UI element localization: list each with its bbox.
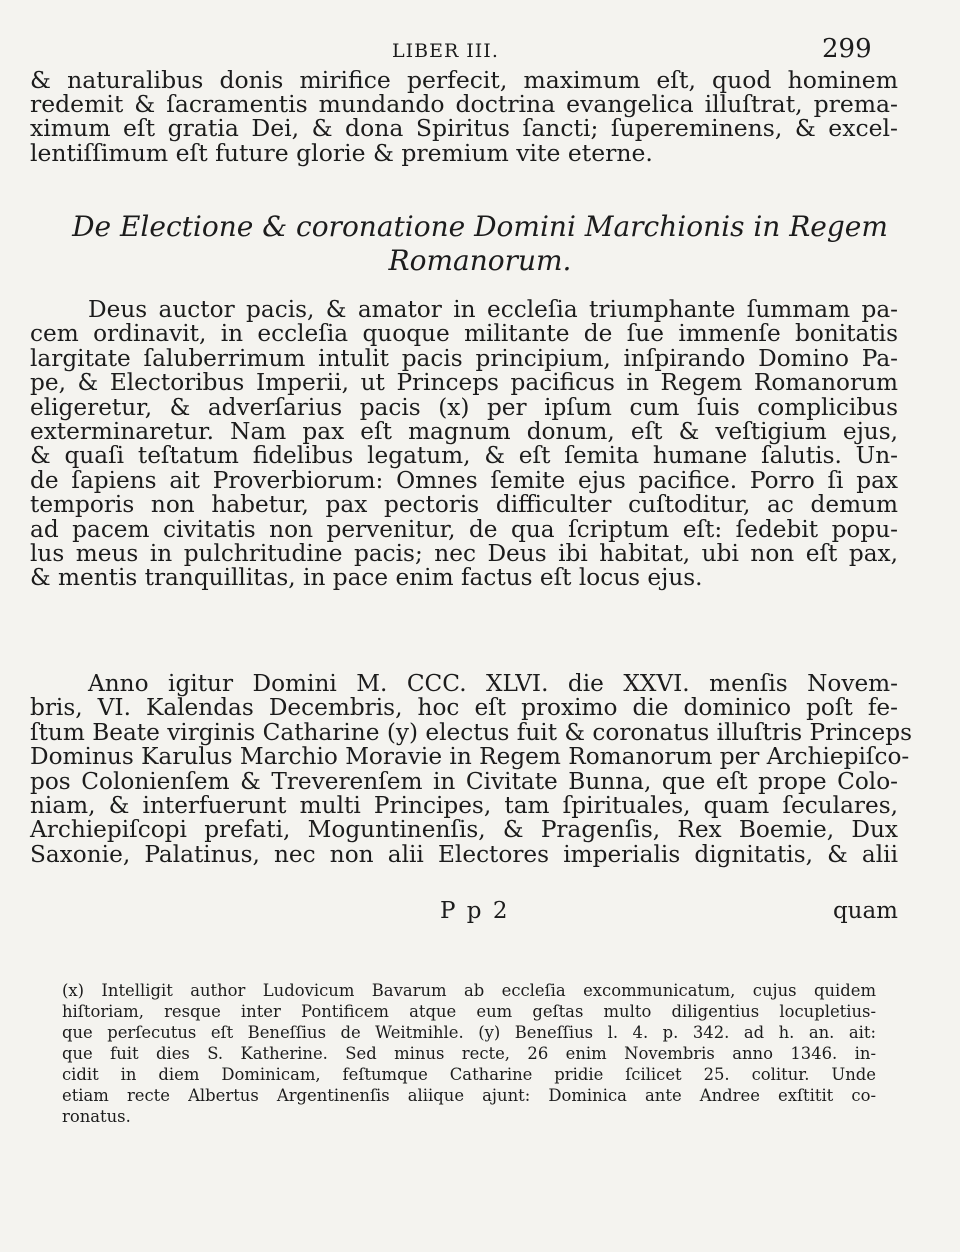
text-line: largitate ſaluberrimum intulit pacis principium, inſpirando Domino Pa- xyxy=(30,344,898,372)
footnote-line: hiſtoriam, resque inter Pontificem atque eum geſtas multo diligentius locupletius- xyxy=(62,1002,876,1021)
text-line: ſtum Beate virginis Catharine (y) electus fuit & coronatus illuſtris Princeps xyxy=(30,718,913,746)
text-line: niam, & interfuerunt multi Principes, tam ſpirituales, quam ſeculares, xyxy=(30,792,898,820)
text-line: & mentis tranquillitas, in pace enim factus eſt locus ejus. xyxy=(30,564,703,592)
text-line: ximum eſt gratia Dei, & dona Spiritus ſancti; ſupereminens, & excel- xyxy=(30,114,898,143)
page-header xyxy=(0,34,960,64)
paragraph-opening xyxy=(30,68,898,165)
text-line: redemit & ſacramentis mundando doctrina evangelica illuſtrat, prema- xyxy=(30,90,898,119)
signature-mark: P p 2 xyxy=(440,898,510,924)
text-line: & quaſi teſtatum fidelibus legatum, & eſt ſemita humane ſalutis. Un- xyxy=(30,442,898,470)
text-line: Dominus Karulus Marchio Moravie in Regem Romanorum per Archiepiſco- xyxy=(30,743,910,771)
footnote-line: cidit in diem Dominicam, feſtumque Catharine pridie ſcilicet 25. colitur. Unde xyxy=(62,1065,876,1084)
text-line: temporis non habetur, pax pectoris difficulter cuſtoditur, ac demum xyxy=(30,491,898,519)
paragraph-election xyxy=(30,670,913,868)
text-line: Anno igitur Domini M. CCC. XLVI. die XXVI. menſis Novem- xyxy=(88,670,898,697)
footnotes xyxy=(62,980,876,1127)
text-line: lus meus in pulchritudine pacis; nec Deus ibi habitat, ubi non eſt pax, xyxy=(30,540,898,568)
text-line: cem ordinavit, in eccleſia quoque militante de ſue immenſe bonitatis xyxy=(30,320,898,348)
text-line: exterminaretur. Nam pax eſt magnum donum, eſt & veſtigium ejus, xyxy=(30,418,898,446)
heading-line: De Electione & coronatione Domini Marchionis in Regem xyxy=(72,210,888,243)
signature-line xyxy=(30,898,898,926)
text-line: bris, VI. Kalendas Decembris, hoc eſt proximo die dominico poſt fe- xyxy=(30,694,898,722)
text-line: pos Colonienſem & Treverenſem in Civitate Bunna, que eſt prope Colo- xyxy=(30,767,898,795)
footnote-line: ronatus. xyxy=(62,1107,131,1126)
footnote-line: etiam recte Albertus Argentinenſis aliique ajunt: Dominica ante Andree exſtitit co- xyxy=(62,1086,876,1105)
heading-line: Romanorum. xyxy=(388,244,572,277)
footnote-line: que fuit dies S. Katherine. Sed minus recte, 26 enim Novembris anno 1346. in- xyxy=(62,1044,876,1063)
text-line: pe, & Electoribus Imperii, ut Princeps pacificus in Regem Romanorum xyxy=(30,369,898,397)
paragraph-peace xyxy=(30,298,898,591)
running-head: LIBER III. xyxy=(392,40,499,62)
catchword: quam xyxy=(832,898,898,924)
text-line: Saxonie, Palatinus, nec non alii Electores imperialis dignitatis, & alii xyxy=(30,840,898,868)
page-number: 299 xyxy=(822,34,872,64)
text-line: eligeretur, & adverſarius pacis (x) per ipſum cum ſuis complicibus xyxy=(30,393,898,421)
section-heading xyxy=(30,210,930,278)
footnote-line: que perſecutus eſt Beneſſius de Weitmihle. (y) Beneſſius l. 4. p. 342. ad h. an. ait: xyxy=(62,1023,876,1042)
text-line: lentiſſimum eſt future glorie & premium vite eterne. xyxy=(30,138,653,167)
footnote-line: (x) Intelligit author Ludovicum Bavarum ab eccleſia excommunicatum, cujus quidem xyxy=(62,981,876,1000)
text-line: Archiepiſcopi prefati, Moguntinenſis, & Pragenſis, Rex Boemie, Dux xyxy=(30,816,898,844)
text-line: Deus auctor pacis, & amator in eccleſia triumphante ſummam pa- xyxy=(88,296,898,323)
text-line: de ſapiens ait Proverbiorum: Omnes ſemite ejus pacifice. Porro ſi pax xyxy=(30,466,898,494)
text-line: ad pacem civitatis non pervenitur, de qua ſcriptum eſt: ſedebit popu- xyxy=(30,515,898,543)
text-line: & naturalibus donis mirifice perfecit, maximum eſt, quod hominem xyxy=(30,66,898,94)
